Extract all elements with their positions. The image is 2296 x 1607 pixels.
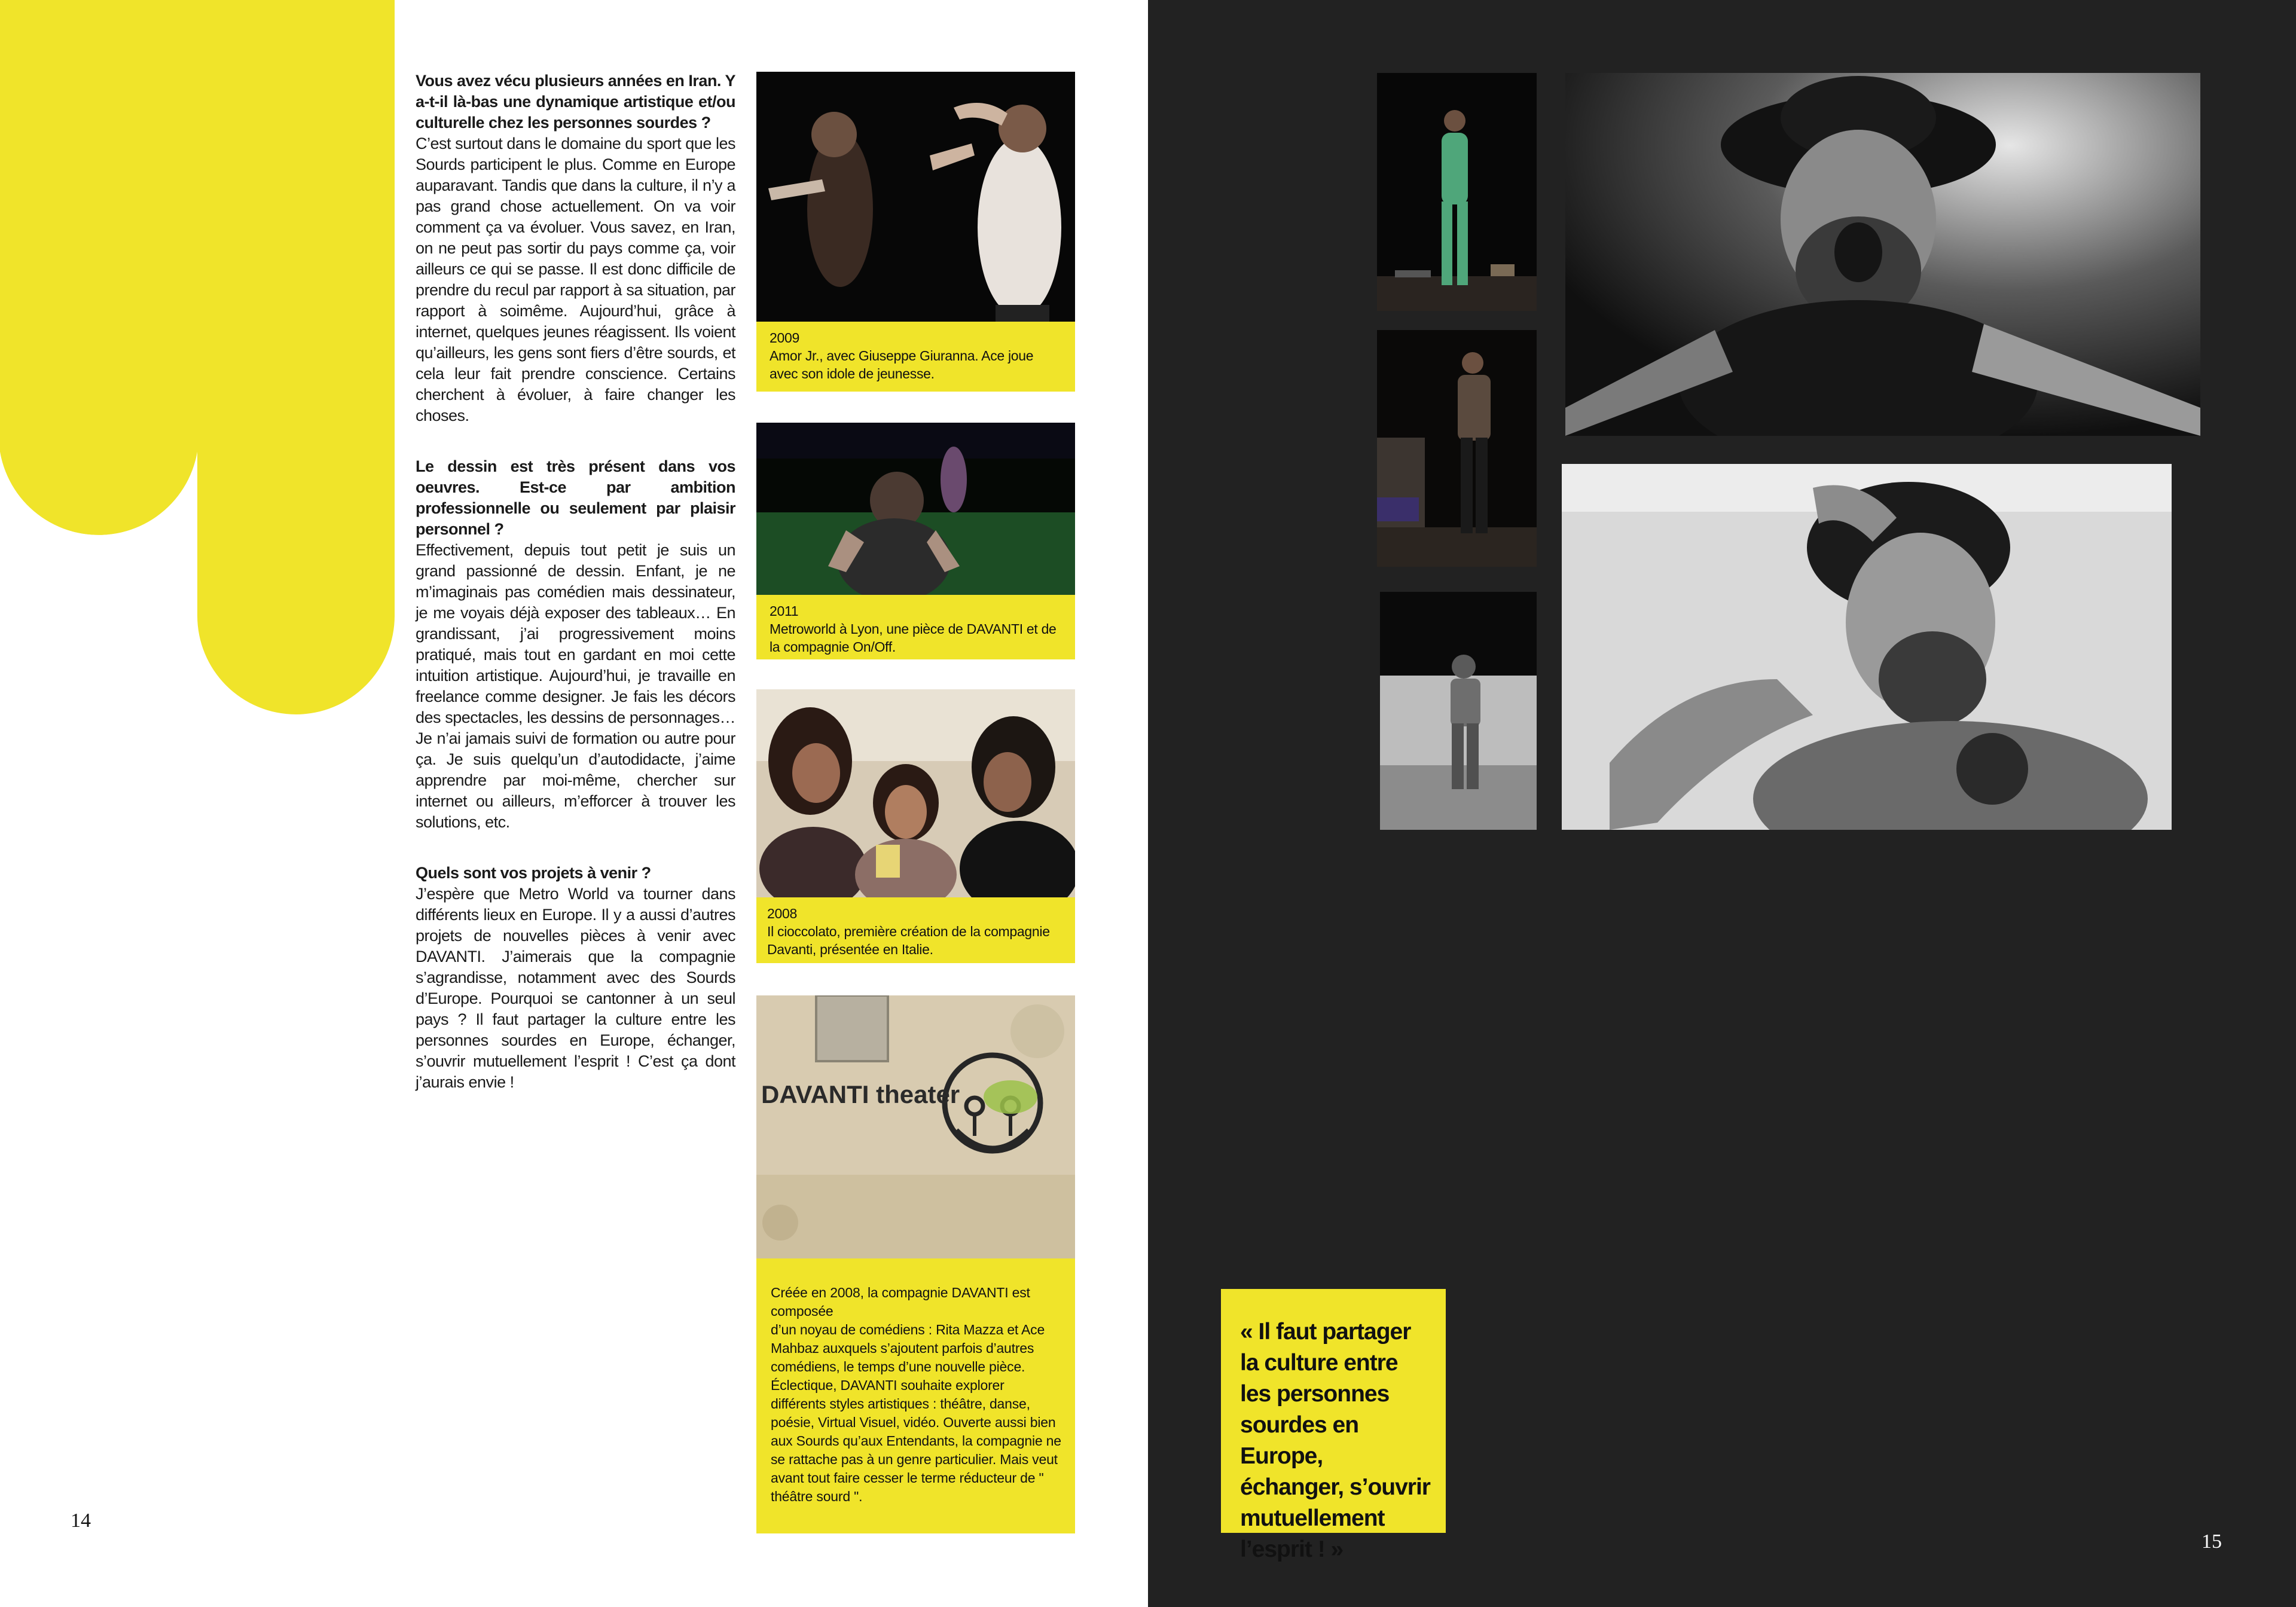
interview-answer: J’espère que Metro World va tourner dans différents lieux en Europe. Il y a aussi d’autres projets de nouvelles pièces à venir avec DAVANTI. J’aimerais que la compagnie s’agrandisse, notamment avec des Sourds d’Europe. Pourquoi se cantonner à un seul pays ? Il faut partager la culture entre les personnes sourdes en Europe, échanger, s’ouvrir mutuellement l’esprit ! C’est ça dont j’aurais envie ! bbox=[416, 885, 735, 1091]
page-number-right: 15 bbox=[2202, 1530, 2222, 1553]
caption-2011 bbox=[756, 595, 1075, 659]
photo-amor-jr bbox=[756, 72, 1075, 322]
page-number-left: 14 bbox=[71, 1510, 91, 1532]
photo-il-cioccolato bbox=[756, 689, 1075, 897]
right-page bbox=[1148, 0, 2296, 1607]
caption-text: Amor Jr., avec Giuseppe Giuranna. Ace joue avec son idole de jeunesse. bbox=[770, 348, 1034, 381]
photo-portrait-hat-shout bbox=[1565, 73, 2200, 436]
interview-question: Le dessin est très présent dans vos oeuvres. Est-ce par ambition professionnelle ou seulement par plaisir personnel ? bbox=[416, 457, 735, 538]
quote-mark-decoration bbox=[0, 0, 395, 717]
caption-year: 2008 bbox=[767, 906, 797, 921]
interview-answer: C’est surtout dans le domaine du sport que les Sourds participent le plus. Comme en Europe auparavant. Tandis que dans la culture, il n’y a pas grand chose actuellement. On va voir comment ça va évoluer. Vous savez, en Iran, on ne peut pas sortir du pays comme ça, voir ailleurs ce qui se passe. Il est donc difficile de prendre du recul par rapport à sa situation, par rapport à soimême. Aujourd’hui, grâce à internet, quelques jeunes réagissent. Ils voient qu’ailleurs, les gens sont fiers d’être sourds, et cela leur fait prendre conscience. Certains cherchent à évoluer, à faire changer les choses. bbox=[416, 135, 735, 424]
caption-text: Metroworld à Lyon, une pièce de DAVANTI et de la compagnie On/Off. bbox=[770, 621, 1057, 655]
photo-metroworld bbox=[756, 423, 1075, 595]
caption-2008 bbox=[756, 897, 1075, 963]
caption-2009 bbox=[756, 322, 1075, 392]
caption-year: 2011 bbox=[770, 603, 799, 619]
caption-year: 2009 bbox=[770, 330, 799, 346]
interview-question: Quels sont vos projets à venir ? bbox=[416, 864, 651, 882]
davanti-description-line: Créée en 2008, la compagnie DAVANTI est composée bbox=[771, 1285, 1030, 1319]
pull-quote: « Il faut partager la culture entre les personnes sourdes en Europe, échanger, s’ouvrir mutuellement l’esprit ! » bbox=[1221, 1289, 1446, 1533]
photo-stage-doorway bbox=[1377, 330, 1537, 567]
photo-seated-bw bbox=[1380, 592, 1537, 830]
interview-question: Vous avez vécu plusieurs années en Iran. Y a-t-il là-bas une dynamique artistique et/ou culturelle chez les personnes sourdes ? bbox=[416, 72, 735, 132]
interview-column bbox=[416, 71, 735, 1123]
davanti-description-box bbox=[756, 1258, 1075, 1533]
photo-portrait-hand-head bbox=[1562, 464, 2172, 830]
photo-davanti-sign bbox=[756, 995, 1075, 1258]
davanti-description-line: d’un noyau de comédiens : Rita Mazza et Ace Mahbaz auxquels s’ajoutent parfois d’autres comédiens, le temps d’une nouvelle pièce. Éclectique, DAVANTI souhaite explorer différents styles artistiques : théâtre, danse, poésie, Virtual Visuel, vidéo. Ouverte aussi bien aux Sourds qu’aux Entendants, la compagnie ne se rattache pas à un genre particulier. Mais veut avant tout faire cesser le terme réducteur de " théâtre sourd ". bbox=[771, 1322, 1061, 1504]
photo-stage-green-suit bbox=[1377, 73, 1537, 311]
davanti-sign-text: DAVANTI theater bbox=[761, 1080, 960, 1108]
interview-answer: Effectivement, depuis tout petit je suis un grand passionné de dessin. Enfant, je ne m’imaginais pas comédien mais dessinateur, je me voyais déjà exposer des tableaux… En grandissant, j’ai progressivement moins pratiqué, mais tout en gardant en moi cette intuition artistique. Aujourd’hui, je travaille en freelance comme designer. Je fais les décors des spectacles, les dessins de personnages… Je n’ai jamais suivi de formation ou autre pour ça. Je suis quelqu’un d’autodidacte, j’aime apprendre par moi-même, chercher sur internet ou ailleurs, m’efforcer à trouver les solutions, etc. bbox=[416, 541, 735, 831]
caption-text: Il cioccolato, première création de la compagnie Davanti, présentée en Italie. bbox=[767, 924, 1050, 957]
